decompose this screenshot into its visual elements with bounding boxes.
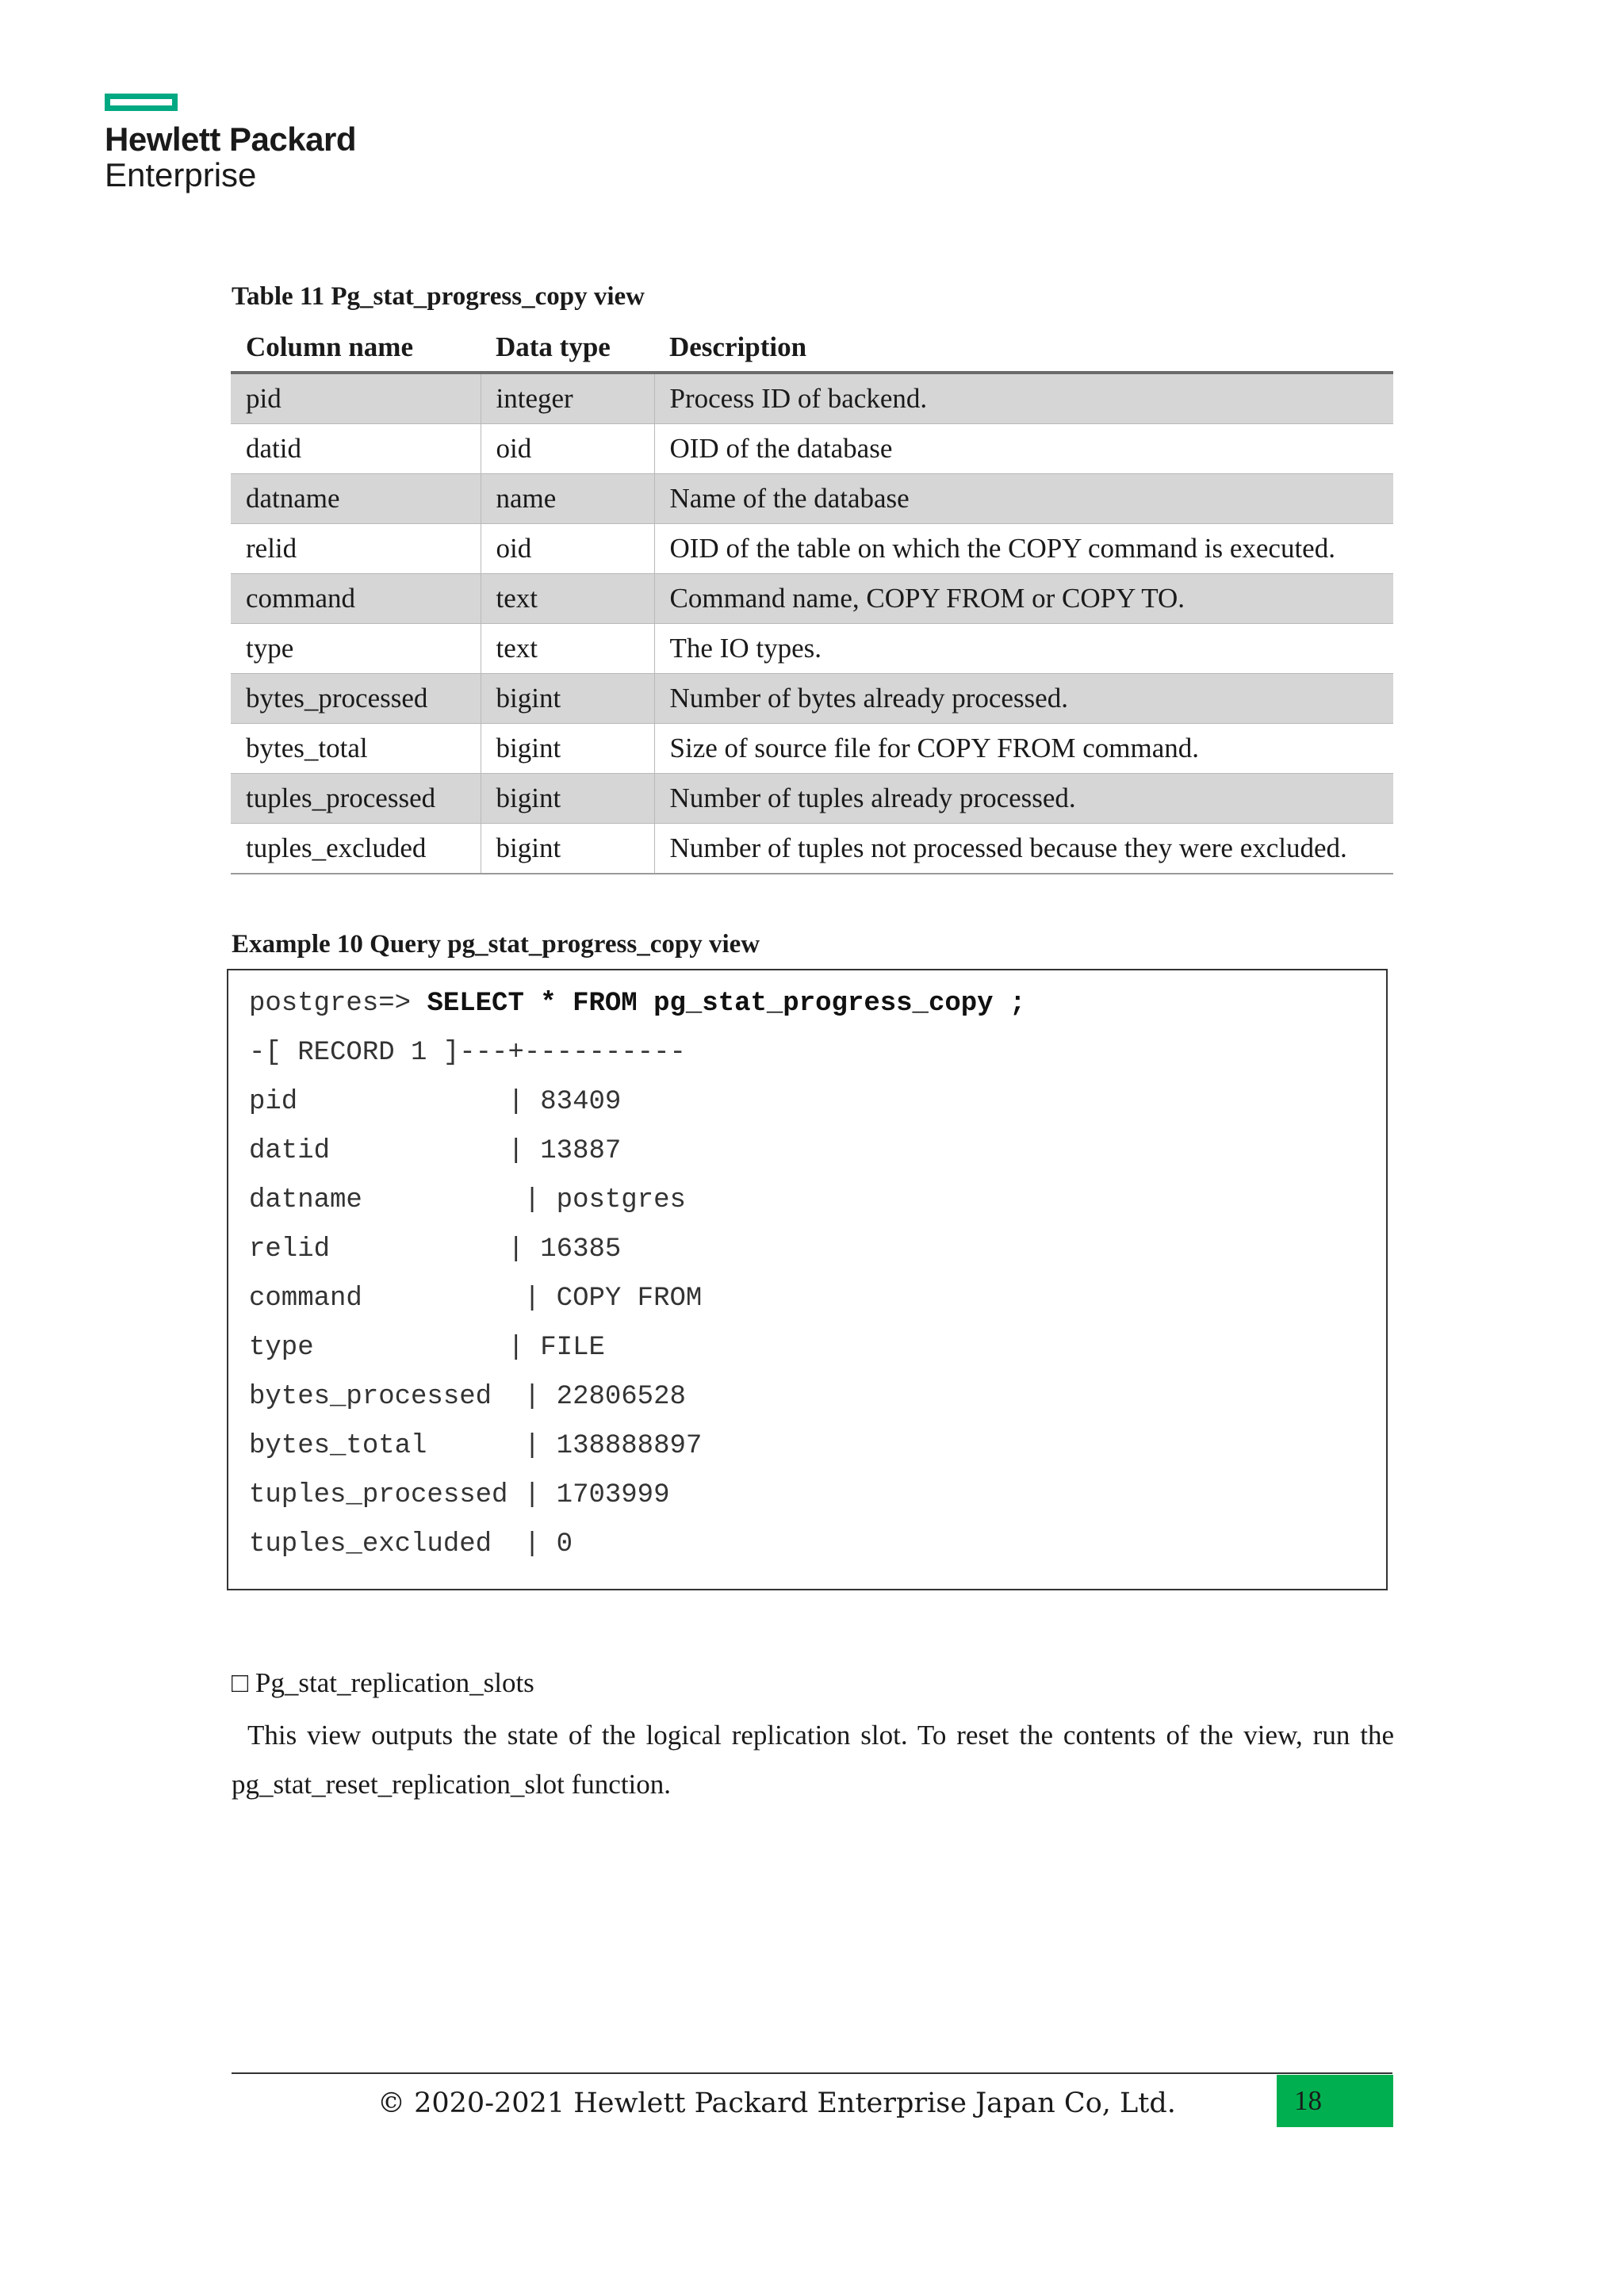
footer-divider <box>232 2072 1392 2074</box>
cell-data-type: integer <box>481 373 654 424</box>
cell-column-name: bytes_total <box>231 724 481 774</box>
table-row <box>231 424 1393 474</box>
header-description: Description <box>654 323 1393 373</box>
cell-description: Command name, COPY FROM or COPY TO. <box>654 574 1393 624</box>
cell-description: Size of source file for COPY FROM command. <box>654 724 1393 774</box>
header-column-name: Column name <box>231 323 481 373</box>
footer-copyright: © 2020-2021 Hewlett Packard Enterprise Japan Co, Ltd. <box>377 2087 1176 2119</box>
code-output-line: -[ RECORD 1 ]---+---------- <box>249 1038 686 1068</box>
table-row <box>231 524 1393 574</box>
section-paragraph: This view outputs the state of the logical replication slot. To reset the contents of the view, run the pg_stat_reset_replication_slot function. <box>232 1720 1394 1800</box>
hpe-logo <box>105 94 356 193</box>
cell-description: OID of the table on which the COPY command is executed. <box>654 524 1393 574</box>
table-row <box>231 624 1393 674</box>
cell-description: Name of the database <box>654 474 1393 524</box>
cell-column-name: tuples_excluded <box>231 824 481 874</box>
data-table <box>231 323 1393 874</box>
cell-column-name: pid <box>231 373 481 424</box>
cell-column-name: command <box>231 574 481 624</box>
logo-text-line2: Enterprise <box>105 156 257 193</box>
code-output-line: datid | 13887 <box>249 1136 622 1166</box>
cell-data-type: bigint <box>481 724 654 774</box>
table-row <box>231 373 1393 424</box>
table-caption: Table 11 Pg_stat_progress_copy view <box>232 282 645 311</box>
cell-description: Process ID of backend. <box>654 373 1393 424</box>
table-row <box>231 574 1393 624</box>
code-output-line: relid | 16385 <box>249 1234 622 1265</box>
cell-data-type: text <box>481 624 654 674</box>
code-output-line: pid | 83409 <box>249 1087 622 1117</box>
table-row <box>231 774 1393 824</box>
code-output-line: datname | postgres <box>249 1185 686 1215</box>
table-body <box>231 373 1393 874</box>
code-sql: SELECT * FROM pg_stat_progress_copy ; <box>427 989 1026 1019</box>
cell-data-type: bigint <box>481 674 654 724</box>
cell-description: Number of bytes already processed. <box>654 674 1393 724</box>
section-heading: □ Pg_stat_replication_slots <box>232 1667 534 1698</box>
code-output-line: tuples_excluded | 0 <box>249 1529 573 1559</box>
code-prompt: postgres=> <box>249 989 427 1019</box>
cell-description: The IO types. <box>654 624 1393 674</box>
table-row <box>231 474 1393 524</box>
cell-column-name: datid <box>231 424 481 474</box>
cell-data-type: bigint <box>481 774 654 824</box>
code-output-line: bytes_processed | 22806528 <box>249 1382 686 1412</box>
cell-description: OID of the database <box>654 424 1393 474</box>
cell-column-name: tuples_processed <box>231 774 481 824</box>
cell-data-type: oid <box>481 424 654 474</box>
logo-rectangle-mark <box>105 94 178 111</box>
logo-text-line1: Hewlett Packard <box>105 121 356 158</box>
cell-column-name: datname <box>231 474 481 524</box>
example-caption: Example 10 Query pg_stat_progress_copy view <box>232 930 760 959</box>
cell-column-name: type <box>231 624 481 674</box>
cell-description: Number of tuples already processed. <box>654 774 1393 824</box>
cell-description: Number of tuples not processed because they were excluded. <box>654 824 1393 874</box>
code-output-line: tuples_processed | 1703999 <box>249 1480 670 1510</box>
cell-data-type: text <box>481 574 654 624</box>
cell-column-name: relid <box>231 524 481 574</box>
table-row <box>231 674 1393 724</box>
cell-data-type: oid <box>481 524 654 574</box>
header-data-type: Data type <box>481 323 654 373</box>
cell-data-type: name <box>481 474 654 524</box>
cell-column-name: bytes_processed <box>231 674 481 724</box>
code-output-line: command | COPY FROM <box>249 1284 703 1314</box>
table-row <box>231 724 1393 774</box>
code-command-line <box>249 988 1025 1020</box>
table-row <box>231 824 1393 874</box>
cell-data-type: bigint <box>481 824 654 874</box>
code-block <box>227 969 1388 1590</box>
page-number: 18 <box>1277 2075 1393 2127</box>
code-output-line: bytes_total | 138888897 <box>249 1431 703 1461</box>
table-header-row <box>231 323 1393 373</box>
code-output-line: type | FILE <box>249 1333 605 1363</box>
